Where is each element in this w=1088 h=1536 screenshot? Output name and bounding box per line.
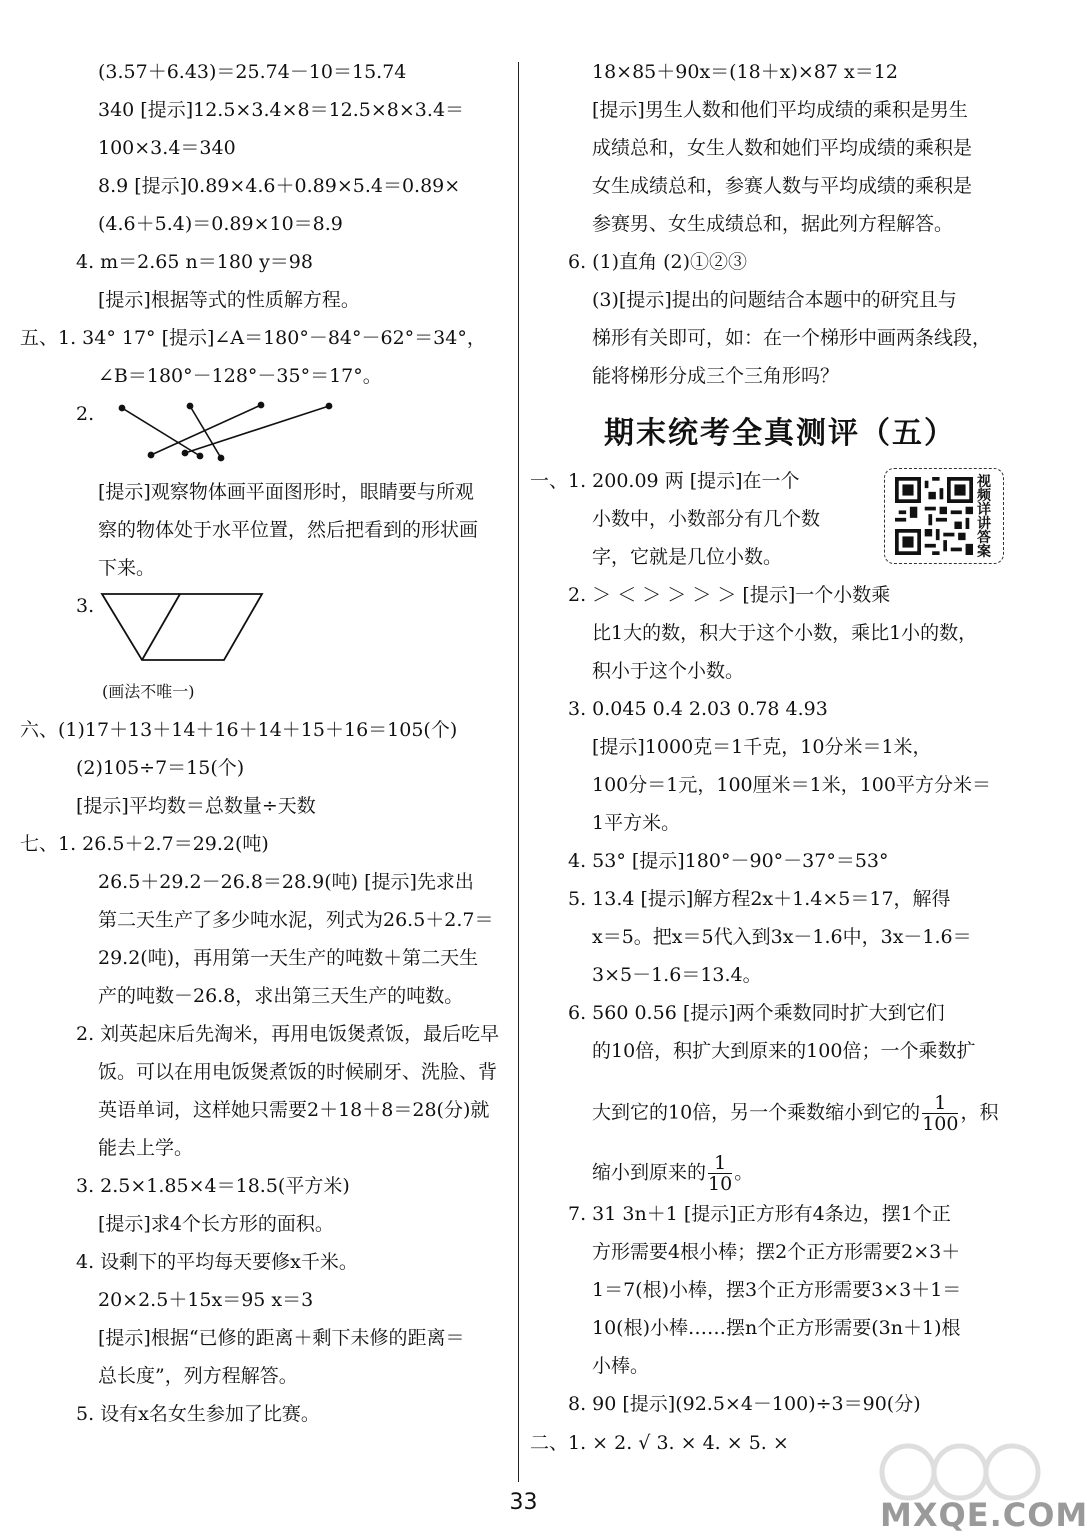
answer-line: [提示]观察物体画平面图形时，眼睛要与所观: [98, 481, 474, 503]
answer-line: 产的吨数－26.8，求出第三天生产的吨数。: [98, 985, 464, 1007]
answer-line: 8.9 [提示]0.89×4.6＋0.89×5.4＝0.89×: [98, 175, 461, 197]
answer-line: 8. 90 [提示](92.5×4－100)÷3＝90(分): [568, 1393, 921, 1415]
answer-line: (2)105÷7＝15(个): [76, 757, 245, 779]
answer-line: 饭。可以在用电饭煲煮饭的时候刷牙、洗脸、背: [98, 1061, 498, 1083]
answer-line: [提示]根据“已修的距离＋剩下未修的距离＝: [98, 1327, 465, 1349]
fraction-numerator: 1: [708, 1153, 732, 1174]
answer-line: 能将梯形分成三个三角形吗？: [592, 365, 840, 387]
answer-line: 小棒。: [592, 1355, 650, 1377]
drawing-note: (画法不唯一): [102, 682, 195, 701]
answer-line: 5. 13.4 [提示]解方程2x＋1.4×5＝17，解得: [568, 888, 951, 910]
section-heading-1: 一、1. 200.09 两 [提示]在一个: [530, 470, 800, 492]
page-number: 33: [509, 1490, 538, 1515]
answer-line: (3.57＋6.43)＝25.74－10＝15.74: [98, 61, 407, 83]
answer-line: 3. 2.5×1.85×4＝18.5(平方米): [76, 1175, 350, 1197]
answer-line: 1＝7(根)小棒，摆3个正方形需要3×3＋1＝: [592, 1279, 962, 1301]
answer-line: 340 [提示]12.5×3.4×8＝12.5×8×3.4＝: [98, 99, 465, 121]
fraction-denominator: 10: [708, 1173, 733, 1195]
answer-line: 100×3.4＝340: [98, 137, 236, 159]
answer-line: 2. 刘英起床后先淘米，再用电饭煲煮饭，最后吃早: [76, 1023, 500, 1045]
answer-line: [提示]男生人数和他们平均成绩的乘积是男生: [592, 99, 968, 121]
answer-line: 2.: [76, 403, 95, 425]
section-title: 期末统考全真测评（五）: [604, 416, 956, 451]
answer-line: 20×2.5＋15x＝95 x＝3: [98, 1289, 314, 1311]
answer-line: 6. 560 0.56 [提示]两个乘数同时扩大到它们: [568, 1002, 945, 1024]
answer-line: 6. (1)直角 (2)①②③: [568, 251, 748, 273]
trapezoid-figure: [100, 588, 280, 668]
answer-line: 比1大的数，积大于这个小数，乘比1小的数，: [592, 622, 978, 644]
section-heading-6: 六、(1)17＋13＋14＋16＋14＋15＋16＝105(个): [20, 719, 458, 741]
answer-line: ∠B＝180°－128°－35°＝17°。: [98, 365, 382, 387]
section-heading-7: 七、1. 26.5＋2.7＝29.2(吨): [20, 833, 269, 855]
answer-line: 梯形有关即可，如：在一个梯形中画两条线段，: [592, 327, 992, 349]
answer-line: 4. 设剩下的平均每天要修x千米。: [76, 1251, 358, 1273]
answer-line: 4. m＝2.65 n＝180 y＝98: [76, 251, 313, 273]
answer-line: 3×5－1.6＝13.4。: [592, 964, 762, 986]
fraction-one-hundredth: [922, 1093, 958, 1134]
answer-line: (4.6＋5.4)＝0.89×10＝8.9: [98, 213, 343, 235]
column-divider: [518, 62, 519, 1482]
answer-line: 第二天生产了多少吨水泥，列式为26.5＋2.7＝: [98, 909, 494, 931]
answer-text: 大到它的10倍，另一个乘数缩小到它的: [592, 1101, 921, 1124]
answer-line: 7. 31 3n＋1 [提示]正方形有4条边，摆1个正: [568, 1203, 951, 1225]
answer-line: 3. 0.045 0.4 2.03 0.78 4.93: [568, 698, 828, 720]
answer-line: 10(根)小棒……摆n个正方形需要(3n＋1)根: [592, 1317, 961, 1339]
fraction-numerator: 1: [922, 1093, 958, 1114]
answer-line: 18×85＋90x＝(18＋x)×87 x＝12: [592, 61, 898, 83]
answer-line: 4. 53° [提示]180°－90°－37°＝53°: [568, 850, 889, 872]
answer-line: 小数中，小数部分有几个数: [592, 508, 821, 530]
answer-text: 缩小到原来的: [592, 1161, 707, 1184]
answer-line: [提示]求4个长方形的面积。: [98, 1213, 334, 1235]
answer-line: 29.2(吨)，再用第一天生产的吨数＋第二天生: [98, 947, 479, 969]
answer-line: 成绩总和，女生人数和她们平均成绩的乘积是: [592, 137, 973, 159]
answer-line: [592, 1093, 998, 1134]
answer-line: 总长度”，列方程解答。: [98, 1365, 298, 1387]
crossing-lines-figure: [95, 395, 355, 465]
section-heading-5: 五、1. 34° 17° [提示]∠A＝180°－84°－62°＝34°，: [20, 327, 486, 349]
answer-line: (3)[提示]提出的问题结合本题中的研究且与: [592, 289, 957, 311]
answer-text: 。: [734, 1161, 754, 1184]
answer-line: [提示]平均数＝总数量÷天数: [76, 795, 316, 817]
qr-code-box[interactable]: [884, 468, 1004, 564]
answer-line: x＝5。把x＝5代入到3x－1.6中，3x－1.6＝: [592, 926, 972, 948]
answer-line: 积小于这个小数。: [592, 660, 745, 682]
answer-text: ，积: [960, 1101, 999, 1124]
answer-line: 女生成绩总和，参赛人数与平均成绩的乘积是: [592, 175, 973, 197]
fraction-one-tenth: [708, 1153, 732, 1194]
answer-line: 2. ＞ ＜ ＞ ＞ ＞ ＞ [提示]一个小数乘: [568, 584, 891, 606]
watermark-text: MXQE.COM: [880, 1496, 1088, 1534]
answer-line: 察的物体处于水平位置，然后把看到的形状画: [98, 519, 479, 541]
answer-line: 字，它就是几位小数。: [592, 546, 783, 568]
section-heading-2: 二、1. × 2. √ 3. × 4. × 5. ×: [530, 1432, 789, 1454]
answer-line: [592, 1153, 753, 1194]
answer-line: [提示]1000克＝1千克，10分米＝1米，: [592, 736, 932, 758]
fraction-denominator: 100: [922, 1113, 959, 1135]
answer-line: 1平方米。: [592, 812, 681, 834]
answer-line: 方形需要4根小棒；摆2个正方形需要2×3＋: [592, 1241, 961, 1263]
answer-line: [提示]根据等式的性质解方程。: [98, 289, 360, 311]
answer-line: 能去上学。: [98, 1137, 194, 1159]
qr-code-icon: [895, 477, 973, 555]
answer-line: 的10倍，积扩大到原来的100倍；一个乘数扩: [592, 1040, 976, 1062]
answer-line: 英语单词，这样她只需要2＋18＋8＝28(分)就: [98, 1099, 490, 1121]
answer-line: 下来。: [98, 557, 156, 579]
answer-line: 26.5＋29.2－26.8＝28.9(吨) [提示]先求出: [98, 871, 474, 893]
answer-line: 3.: [76, 595, 95, 617]
qr-caption: 视频详讲答案: [977, 474, 991, 560]
answer-line: 100分＝1元，100厘米＝1米，100平方分米＝: [592, 774, 991, 796]
answer-line: 5. 设有x名女生参加了比赛。: [76, 1403, 320, 1425]
answer-line: 参赛男、女生成绩总和，据此列方程解答。: [592, 213, 954, 235]
